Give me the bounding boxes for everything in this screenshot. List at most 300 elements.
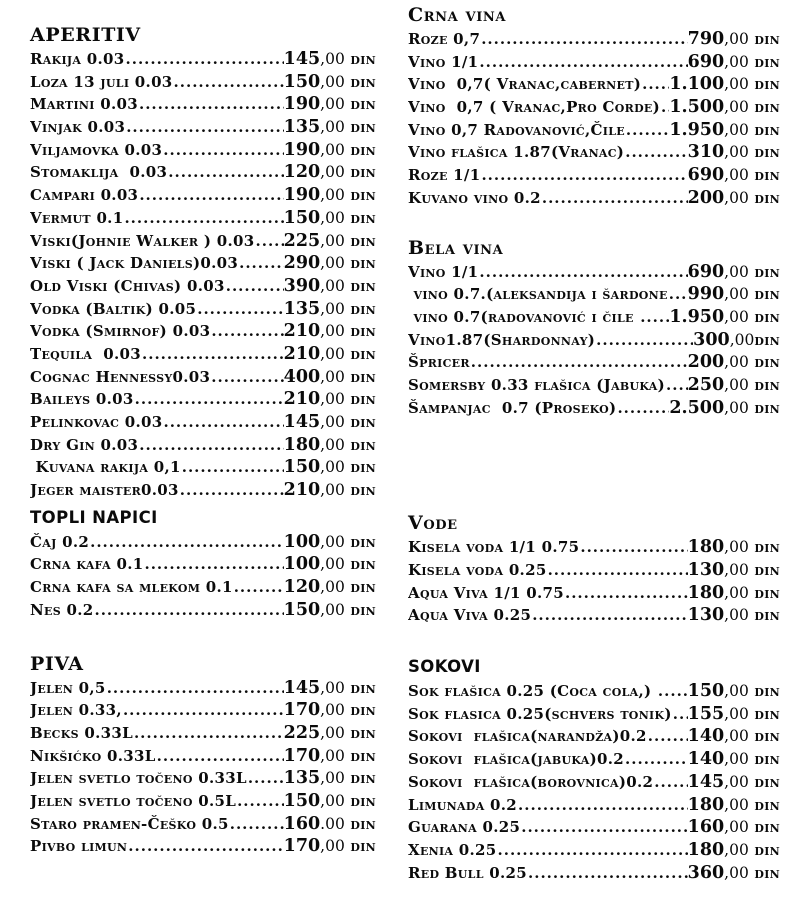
menu-item [408, 97, 780, 120]
price-amount: 390 [283, 275, 321, 296]
item-price [284, 49, 376, 69]
dot-leader [480, 30, 687, 48]
section-sokovi [408, 656, 780, 885]
section-title: Bela vina [408, 236, 504, 259]
price-decimals: ,00 [724, 285, 749, 304]
dot-leader [595, 331, 693, 349]
price-amount: 130 [687, 605, 725, 626]
dot-leader [657, 682, 688, 700]
price-decimals: ,00 [320, 678, 345, 697]
item-price [284, 140, 376, 160]
menu-item [408, 330, 780, 353]
item-name: Vino 0,7( Vranac,cabernet) [408, 75, 642, 94]
price-amount: 150 [283, 457, 321, 478]
item-price [688, 863, 780, 883]
price-decimals: ,00 [320, 746, 345, 765]
price-currency: din [748, 682, 780, 701]
price-currency: din [754, 330, 780, 349]
price-amount: 250 [687, 374, 725, 395]
menu-item [30, 162, 376, 185]
item-name: Vodka (Smirnof) 0.03 [30, 322, 211, 341]
item-price [688, 142, 780, 162]
item-price [284, 577, 376, 597]
menu-item [30, 185, 376, 208]
price-amount: 150 [687, 681, 725, 702]
menu-item [30, 457, 376, 480]
price-currency: din [344, 72, 376, 91]
price-currency: din [344, 481, 376, 500]
item-price [284, 299, 376, 319]
price-currency: din [344, 458, 376, 477]
item-name: Kisela voda 1/1 0.75 [408, 538, 580, 557]
dot-leader [138, 186, 283, 204]
item-name: Jeger maister0.03 [30, 481, 179, 500]
item-name: Limunada 0.2 [408, 795, 518, 814]
item-price [284, 276, 376, 296]
menu-item [408, 817, 780, 840]
price-currency: din [344, 413, 376, 431]
dot-leader [531, 606, 687, 624]
section-title: TOPLI NAPICI [30, 507, 158, 527]
price-amount: 225 [283, 230, 321, 251]
item-name: Becks 0.33L [30, 723, 133, 742]
price-decimals: ,00 [724, 52, 749, 71]
price-decimals: ,00 [320, 723, 345, 742]
menu-item [408, 375, 780, 398]
price-decimals: ,00 [320, 435, 345, 454]
price-amount: 170 [283, 836, 321, 857]
item-name: vino 0.7(radovanović i čile [408, 307, 640, 326]
item-price [669, 307, 780, 327]
price-currency: din [748, 75, 780, 94]
menu-item [408, 352, 780, 375]
menu-item [30, 94, 376, 117]
price-currency: din [748, 606, 780, 625]
price-currency: din [748, 727, 780, 746]
price-currency: din [748, 795, 780, 814]
price-amount: 1.950 [669, 306, 725, 327]
menu-item [30, 435, 376, 458]
price-currency: din [344, 678, 376, 697]
item-price [688, 817, 780, 837]
item-name: Guarana 0.25 [408, 818, 521, 837]
item-name: Špricer [408, 353, 470, 372]
dot-leader [625, 121, 669, 139]
menu-item [408, 560, 780, 583]
price-decimals: ,00 [320, 532, 345, 551]
dot-leader [672, 705, 688, 723]
item-name: Sokovi flašica(jabuka)0.2 [408, 750, 625, 769]
dot-leader [247, 769, 284, 787]
dot-leader [233, 578, 284, 596]
dot-leader [668, 285, 688, 303]
item-name: Aqua Viva 1/1 0.75 [408, 583, 564, 602]
dot-leader [653, 773, 687, 791]
price-amount: 145 [283, 677, 321, 698]
price-currency: din [344, 367, 376, 386]
price-currency: din [748, 120, 780, 139]
dot-leader [122, 701, 284, 719]
price-currency: din [748, 863, 780, 882]
item-price [669, 120, 780, 140]
item-price [688, 375, 780, 395]
price-decimals: ,00 [724, 120, 749, 139]
dot-leader [229, 815, 284, 833]
section-vode [408, 512, 780, 628]
dot-leader [133, 724, 284, 742]
section-piva [30, 653, 376, 860]
item-price [688, 605, 780, 625]
price-currency: din [344, 140, 376, 159]
price-amount: 180 [687, 537, 725, 558]
dot-leader [238, 254, 284, 272]
price-decimals: ,00 [724, 398, 749, 417]
item-price [284, 746, 376, 766]
price-currency: din [344, 600, 376, 619]
menu-item [30, 678, 376, 701]
price-amount: 990 [687, 284, 725, 305]
price-currency: din [748, 538, 780, 557]
item-price [284, 836, 376, 856]
right-column [408, 4, 780, 885]
price-amount: 135 [283, 298, 321, 319]
menu-item [30, 600, 376, 623]
item-name: Pelinkovac 0.03 [30, 413, 163, 431]
price-decimals: ,00 [320, 413, 345, 431]
item-price [688, 681, 780, 701]
item-name: Kisela voda 0.25 [408, 561, 547, 579]
menu-item [30, 700, 376, 723]
price-currency: din [748, 818, 780, 837]
price-decimals: ,00 [320, 555, 345, 574]
item-price [284, 185, 376, 205]
menu-item [30, 231, 376, 254]
price-amount: 200 [687, 187, 725, 208]
dot-leader [564, 584, 688, 602]
menu-item [408, 726, 780, 749]
price-currency: din [344, 435, 376, 454]
item-name: Aqua Viva 0.25 [408, 606, 532, 625]
dot-leader [156, 747, 284, 765]
dot-leader [639, 308, 669, 326]
item-name: Campari 0.03 [30, 186, 139, 205]
price-decimals: ,00 [724, 166, 749, 185]
dot-leader [624, 750, 688, 768]
item-name: Sok flašica 0.25 (Coca cola,) [408, 682, 657, 701]
price-amount: 170 [283, 700, 321, 721]
menu-item [30, 836, 376, 859]
price-currency: din [344, 769, 376, 788]
item-price [284, 532, 376, 552]
price-amount: 120 [283, 162, 321, 183]
dot-leader [579, 538, 687, 556]
dot-leader [162, 413, 283, 431]
menu-item [30, 208, 376, 231]
dot-leader [647, 727, 688, 745]
section-title: Vode [408, 512, 458, 535]
dot-leader [478, 263, 687, 281]
price-decimals: ,00 [724, 98, 749, 117]
price-decimals: ,00 [724, 561, 749, 579]
price-currency: din [344, 254, 376, 273]
price-decimals: ,00 [729, 330, 755, 349]
menu-item [408, 307, 780, 330]
price-decimals: ,00 [724, 682, 749, 701]
menu-item [30, 253, 376, 276]
menu-item [30, 814, 376, 837]
menu-item [30, 321, 376, 344]
menu-item [408, 772, 780, 795]
menu-item [30, 554, 376, 577]
price-amount: 290 [283, 253, 321, 274]
item-name: Vino 0,7 ( Vranac,Pro Corde) [408, 98, 660, 117]
item-price [688, 560, 780, 580]
item-price [284, 231, 376, 251]
price-decimals: ,00 [724, 188, 749, 207]
price-amount: 190 [283, 94, 321, 115]
price-amount: 160 [687, 817, 725, 838]
price-amount: 225 [283, 722, 321, 743]
item-price [284, 480, 376, 500]
item-price [688, 840, 780, 860]
menu-item [408, 840, 780, 863]
price-currency: din [748, 52, 780, 71]
price-amount: 210 [283, 321, 321, 342]
item-price [284, 253, 376, 273]
dot-leader [541, 189, 688, 207]
price-decimals: ,00 [724, 538, 749, 557]
price-amount: 190 [283, 185, 321, 206]
dot-leader [93, 601, 283, 619]
price-decimals: ,00 [724, 772, 749, 791]
dot-leader [196, 300, 283, 318]
price-decimals: ,00 [724, 375, 749, 394]
dot-leader [616, 399, 669, 417]
menu-item [408, 120, 780, 143]
dot-leader [143, 555, 283, 573]
dot-leader [225, 277, 284, 295]
price-amount: 150 [283, 599, 321, 620]
item-price [284, 700, 376, 720]
menu-item [30, 532, 376, 555]
dot-leader [127, 837, 283, 855]
price-currency: din [748, 583, 780, 602]
menu-item [408, 583, 780, 606]
item-price [284, 554, 376, 574]
price-amount: 160 [283, 813, 321, 834]
item-price [284, 814, 376, 834]
price-amount: 100 [283, 554, 321, 575]
item-name: Sok flasica 0.25(schvers tonik) [408, 704, 672, 723]
item-price [284, 72, 376, 92]
price-currency: din [748, 772, 780, 791]
item-price [284, 367, 376, 387]
menu-item [30, 768, 376, 791]
price-amount: 180 [283, 434, 321, 455]
menu-item [408, 605, 780, 628]
price-decimals: ,00 [320, 367, 345, 386]
item-price [669, 74, 780, 94]
item-price [688, 165, 780, 185]
item-price [688, 726, 780, 746]
item-price [688, 262, 780, 282]
price-decimals: ,00 [320, 118, 345, 137]
menu-item [408, 188, 780, 211]
section-aperitiv [30, 24, 376, 503]
price-decimals: ,00 [320, 254, 345, 273]
price-amount: 150 [283, 207, 321, 228]
item-name: Dry Gin 0.03 [30, 435, 139, 454]
item-name: Vermut 0.1 [30, 208, 124, 227]
price-amount: 100 [283, 531, 321, 552]
item-price [284, 94, 376, 114]
menu-item [30, 276, 376, 299]
price-decimals: ,00 [724, 307, 749, 326]
item-name: Vino 1/1 [408, 262, 479, 281]
section-topli-napici [30, 507, 376, 623]
item-name: Vino1.87(Shardonnay) [408, 330, 596, 349]
menu-item [408, 795, 780, 818]
item-name: Kuvano vino 0.2 [408, 188, 541, 207]
item-price [284, 600, 376, 620]
price-decimals: ,00 [320, 837, 345, 856]
price-decimals: ,00 [724, 30, 749, 48]
menu-item [408, 704, 780, 727]
price-currency: din [344, 344, 376, 363]
price-amount: 360 [687, 862, 725, 883]
item-name: Roze 0,7 [408, 30, 481, 48]
item-name: Loza 13 juli 0.03 [30, 72, 173, 91]
price-currency: din [748, 143, 780, 162]
price-currency: din [344, 186, 376, 205]
left-column [30, 4, 376, 885]
price-currency: din [748, 750, 780, 769]
price-amount: 1.500 [669, 97, 725, 118]
item-name: Stomaklija 0.03 [30, 163, 168, 182]
price-amount: 140 [687, 726, 725, 747]
item-name: vino 0.7.(aleksandija i šardone [408, 285, 668, 304]
dot-leader [167, 163, 283, 181]
price-decimals: ,00 [724, 583, 749, 602]
dot-leader [123, 209, 283, 227]
item-name: Kuvana rakija 0,1 [30, 458, 181, 477]
price-currency: din [344, 701, 376, 720]
price-amount: 120 [283, 577, 321, 598]
item-price [284, 344, 376, 364]
price-currency: din [344, 791, 376, 810]
price-decimals: ,00 [320, 231, 345, 250]
price-amount: 2.500 [669, 397, 725, 418]
menu-item [30, 577, 376, 600]
dot-leader [255, 232, 284, 250]
price-amount: 310 [687, 142, 725, 163]
item-name: Rakija 0.03 [30, 50, 125, 68]
dot-leader [665, 376, 688, 394]
price-decimals: ,00 [320, 701, 345, 720]
price-amount: 690 [687, 261, 725, 282]
item-price [688, 772, 780, 792]
menu-item [30, 49, 376, 72]
price-decimals: .00 [320, 814, 345, 833]
price-amount: 690 [687, 51, 725, 72]
price-decimals: ,00 [320, 299, 345, 318]
item-name: Viski ( Jack Daniels)0.03 [30, 254, 239, 273]
item-price [284, 162, 376, 182]
item-price [284, 457, 376, 477]
item-name: Crna kafa sa mlekom 0.1 [30, 578, 233, 597]
item-price [284, 321, 376, 341]
item-price [688, 749, 780, 769]
price-amount: 150 [283, 71, 321, 92]
price-currency: din [344, 231, 376, 250]
price-decimals: ,00 [320, 458, 345, 477]
price-decimals: ,00 [320, 163, 345, 182]
item-name: Tequila 0.03 [30, 344, 142, 363]
price-amount: 155 [687, 703, 725, 724]
price-currency: din [748, 188, 780, 207]
menu-item [30, 480, 376, 503]
dot-leader [179, 481, 284, 499]
item-name: Pivbo limun [30, 837, 128, 856]
price-decimals: ,00 [320, 140, 345, 159]
dot-leader [162, 141, 283, 159]
menu-item [30, 72, 376, 95]
section-title: SOKOVI [408, 657, 481, 677]
price-currency: din [748, 375, 780, 394]
dot-leader [210, 322, 283, 340]
price-currency: din [748, 561, 780, 579]
price-currency: din [748, 30, 780, 48]
price-decimals: ,00 [320, 344, 345, 363]
item-name: Xenia 0.25 [408, 840, 497, 859]
menu-item [408, 681, 780, 704]
price-amount: 145 [687, 771, 725, 792]
price-currency: din [344, 95, 376, 114]
menu-item [408, 142, 780, 165]
price-decimals: ,00 [320, 578, 345, 597]
price-currency: din [344, 555, 376, 574]
price-currency: din [344, 837, 376, 856]
price-decimals: ,00 [724, 606, 749, 625]
price-currency: din [344, 208, 376, 227]
item-name: Čaj 0.2 [30, 532, 90, 551]
menu-item [408, 749, 780, 772]
price-decimals: ,00 [724, 704, 749, 723]
dot-leader [480, 166, 687, 184]
item-name: Martini 0.03 [30, 95, 138, 114]
dot-leader [547, 561, 688, 579]
menu-item [30, 412, 376, 435]
item-name: Nes 0.2 [30, 600, 94, 619]
item-price [284, 412, 376, 432]
dot-leader [624, 143, 687, 161]
price-decimals: ,00 [320, 186, 345, 205]
price-decimals: ,00 [320, 72, 345, 91]
price-amount: 1.100 [669, 74, 725, 95]
item-name: Staro pramen-Češko 0.5 [30, 814, 229, 833]
price-currency: din [344, 532, 376, 551]
item-name: Nikšićko 0.33L [30, 746, 156, 765]
dot-leader [478, 53, 687, 71]
item-price [284, 435, 376, 455]
price-decimals: ,00 [320, 322, 345, 341]
dot-leader [125, 118, 283, 136]
section-title: Crna vina [408, 4, 507, 26]
item-price [688, 188, 780, 208]
price-decimals: ,00 [320, 481, 345, 500]
item-price [693, 330, 780, 350]
item-name: Vino 1/1 [408, 52, 479, 71]
